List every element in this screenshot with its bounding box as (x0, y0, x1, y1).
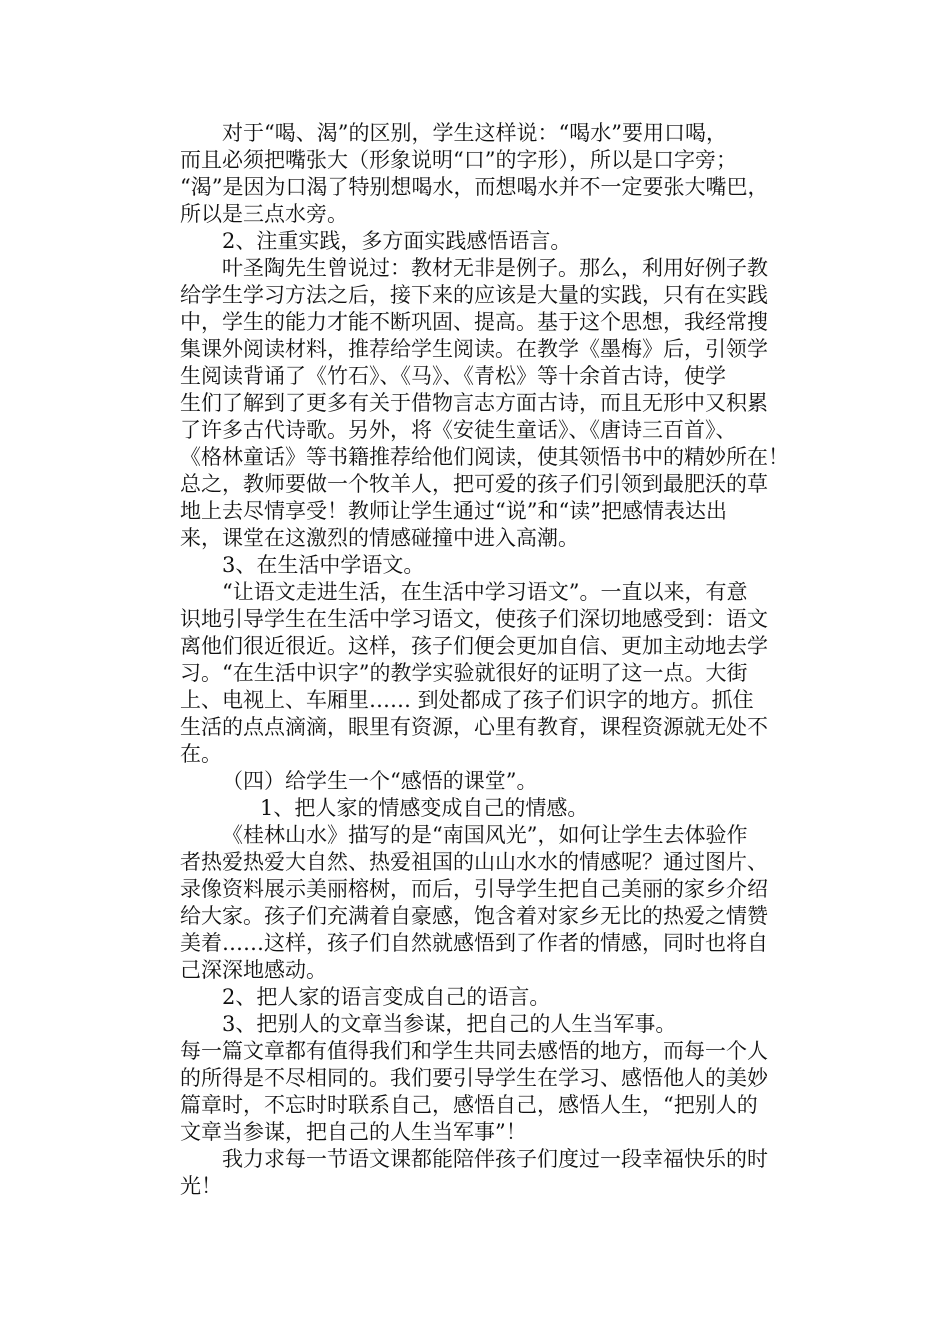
text-line: 所以是三点水旁。 (180, 202, 348, 226)
text-line: “让语文走进生活，在生活中学习语文”。一直以来，有意 (222, 580, 748, 604)
paragraph (180, 1038, 812, 1146)
text-line: 习。“在生活中识字”的教学实验就很好的证明了这一点。大街 (180, 661, 748, 685)
text-line: 集课外阅读材料，推荐给学生阅读。在教学《墨梅》后，引领学 (180, 337, 768, 361)
text-line: 者热爱热爱大自然、热爱祖国的山山水水的情感呢？通过图片、 (180, 850, 768, 874)
text-line: 中，学生的能力才能不断巩固、提高。基于这个思想，我经常搜 (180, 310, 768, 334)
paragraph (180, 579, 812, 768)
text-line: 1、把人家的情感变成自己的情感。 (260, 796, 589, 820)
text-line: 己深深地感动。 (180, 958, 327, 982)
text-line: 的所得是不尽相同的。我们要引导学生在学习、感悟他人的美妙 (180, 1066, 768, 1090)
text-line: 录像资料展示美丽榕树，而后，引导学生把自己美丽的家乡介绍 (180, 877, 768, 901)
paragraph (180, 120, 812, 228)
text-line: 生们了解到了更多有关于借物言志方面古诗，而且无形中又积累 (180, 391, 768, 415)
text-line: 生阅读背诵了《竹石》、《马》、《青松》等十余首古诗，使学 (180, 364, 726, 388)
text-line: 3、把别人的文章当参谋，把自己的人生当军事。 (222, 1012, 677, 1036)
paragraph (180, 795, 812, 822)
text-line: 《桂林山水》描写的是“南国风光”，如何让学生去体验作 (222, 823, 748, 847)
paragraph (180, 552, 812, 579)
text-line: 来，课堂在这激烈的情感碰撞中进入高潮。 (180, 526, 579, 550)
text-line: 3、在生活中学语文。 (222, 553, 425, 577)
text-line: 在。 (180, 742, 222, 766)
paragraph (180, 768, 812, 795)
text-line: （四）给学生一个“感悟的课堂”。 (222, 769, 538, 793)
text-line: 叶圣陶先生曾说过：教材无非是例子。那么，利用好例子教 (222, 256, 768, 280)
text-line: 光！ (180, 1174, 222, 1198)
paragraph (180, 228, 812, 255)
text-line: 总之，教师要做一个牧羊人，把可爱的孩子们引领到最肥沃的草 (180, 472, 768, 496)
text-line: 了许多古代诗歌。另外，将《安徒生童话》、《唐诗三百首》、 (180, 418, 737, 442)
text-line: 对于“喝、渴”的区别，学生这样说：“喝水”要用口喝， (222, 121, 727, 145)
paragraph (180, 255, 812, 552)
paragraph (180, 822, 812, 984)
text-line: 而且必须把嘴张大（形象说明“口”的字形），所以是口字旁； (180, 148, 737, 172)
text-line: 给学生学习方法之后，接下来的应该是大量的实践，只有在实践 (180, 283, 768, 307)
text-line: 离他们很近很近。这样，孩子们便会更加自信、更加主动地去学 (180, 634, 768, 658)
text-line: “渴”是因为口渴了特别想喝水，而想喝水并不一定要张大嘴巴， (180, 175, 769, 199)
text-line: 识地引导学生在生活中学习语文，使孩子们深切地感受到：语文 (180, 607, 768, 631)
text-line: 我力求每一节语文课都能陪伴孩子们度过一段幸福快乐的时 (222, 1147, 768, 1171)
paragraph (180, 1011, 812, 1038)
text-line: 《格林童话》等书籍推荐给他们阅读，使其领悟书中的精妙所在！ (180, 445, 789, 469)
text-line: 篇章时，不忘时时联系自己，感悟自己，感悟人生，“把别人的 (180, 1093, 758, 1117)
text-line: 给大家。孩子们充满着自豪感，饱含着对家乡无比的热爱之情赞 (180, 904, 768, 928)
text-line: 美着……这样，孩子们自然就感悟到了作者的情感，同时也将自 (180, 931, 768, 955)
text-line: 上、电视上、车厢里…… 到处都成了孩子们识字的地方。抓住 (180, 688, 754, 712)
text-line: 生活的点点滴滴，眼里有资源，心里有教育，课程资源就无处不 (180, 715, 768, 739)
text-line: 地上去尽情享受！教师让学生通过“说”和“读”把感情表达出 (180, 499, 727, 523)
paragraph (180, 1146, 812, 1173)
text-line: 每一篇文章都有值得我们和学生共同去感悟的地方，而每一个人 (180, 1039, 768, 1063)
document-page (180, 120, 812, 1200)
text-line: 文章当参谋，把自己的人生当军事”！ (180, 1120, 527, 1144)
text-line: 2、注重实践，多方面实践感悟语言。 (222, 229, 572, 253)
paragraph (180, 984, 812, 1011)
paragraph (180, 1173, 812, 1200)
text-line: 2、把人家的语言变成自己的语言。 (222, 985, 551, 1009)
